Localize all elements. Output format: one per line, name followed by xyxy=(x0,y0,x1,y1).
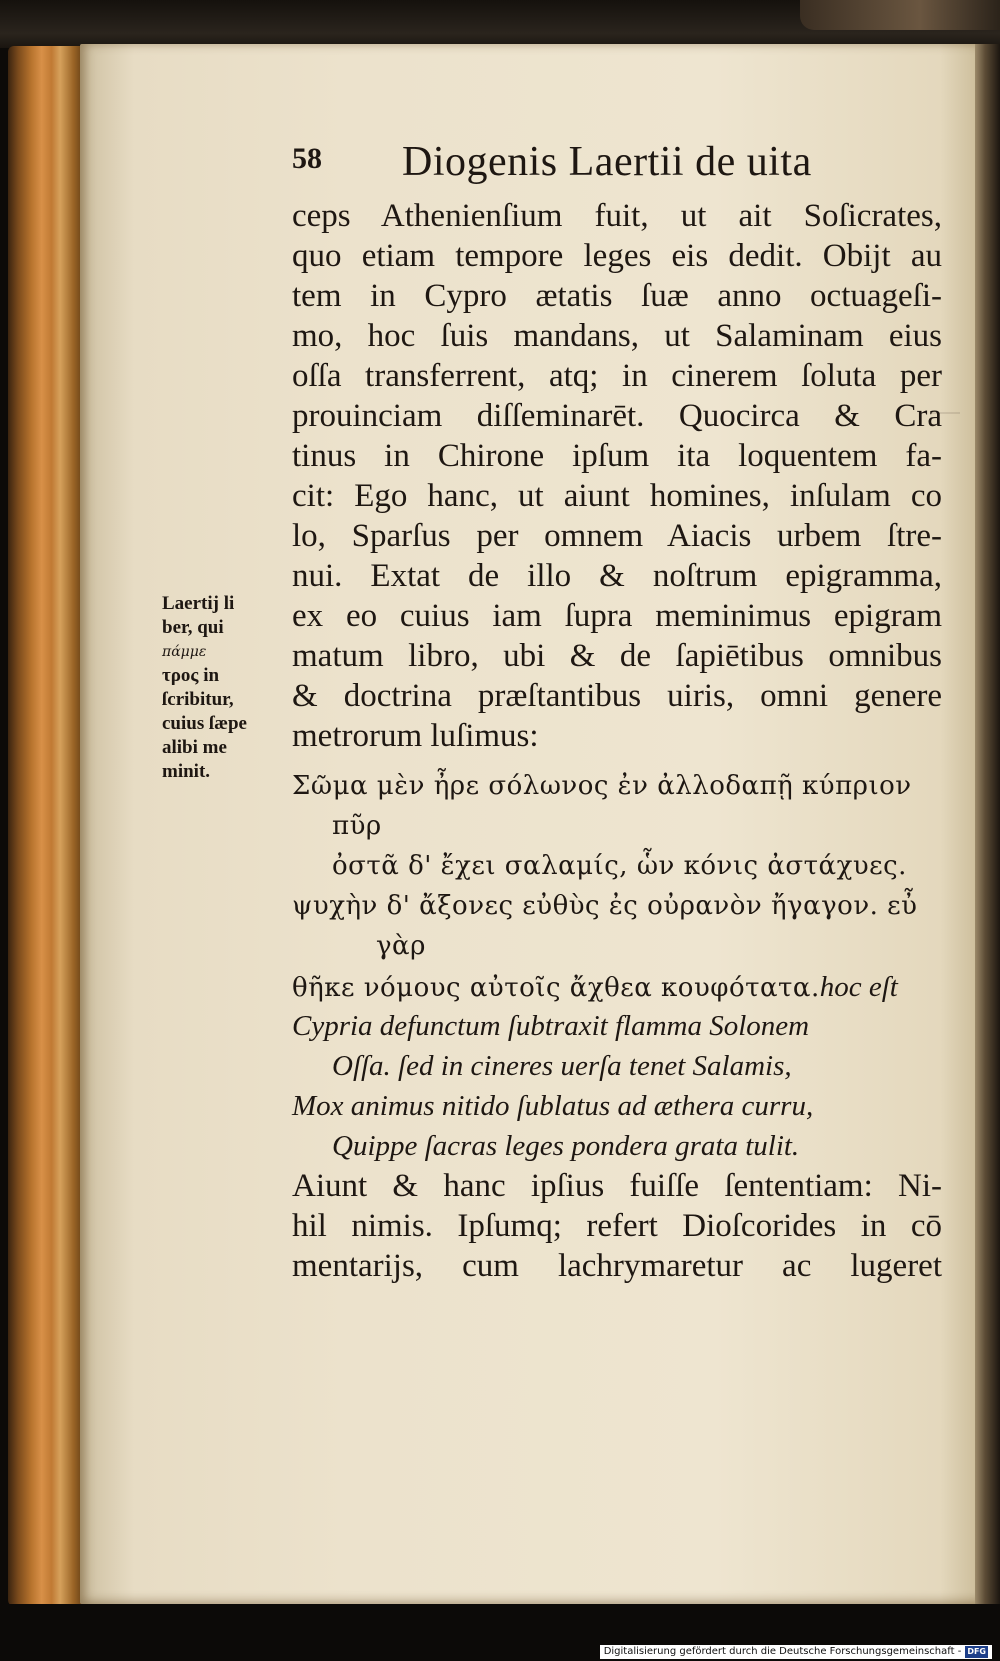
margin-line: τρος in xyxy=(162,665,220,686)
dfg-logo: DFG xyxy=(967,1647,986,1656)
text-line: mo, hoc ſuis mandans, ut Salaminam eius xyxy=(292,318,942,354)
credit-text: Digitalisierung gefördert durch die Deutsche Forschungsgemeinschaft - xyxy=(603,1646,962,1657)
page-header xyxy=(292,138,862,188)
greek-epigram xyxy=(292,766,942,1006)
text-line: lo, Sparſus per omnem Aiacis urbem ſtre- xyxy=(292,518,942,554)
marginal-note xyxy=(162,592,274,784)
margin-line: cuius ſæpe xyxy=(162,713,247,734)
margin-line: ſcribitur, xyxy=(162,689,234,710)
margin-line: ber, qui xyxy=(162,617,224,638)
text-line: prouinciam diſſeminarēt. Quocirca & Cra xyxy=(292,398,942,434)
text-line: tinus in Chirone ipſum ita loquentem fa- xyxy=(292,438,942,474)
text-line: matum libro, ubi & de ſapiētibus omnibus xyxy=(292,638,942,674)
verse-line: Oſſa. ſed in cineres uerſa tenet Salamis, xyxy=(332,1050,792,1082)
verse-line: Mox animus nitido ſublatus ad æthera curru, xyxy=(292,1090,814,1122)
text-line: ex eo cuius iam ſupra meminimus epigram xyxy=(292,598,942,634)
greek-line-with-tail xyxy=(292,966,942,1006)
text-line: tem in Cypro ætatis ſuæ anno octuageſi- xyxy=(292,278,942,314)
digitization-credit xyxy=(600,1645,992,1659)
main-text-block xyxy=(292,196,942,1286)
text-line: Aiunt & hanc ipſius fuiſſe ſententiam: Ni- xyxy=(292,1168,942,1204)
page-number: 58 xyxy=(292,142,322,175)
page-gutter-edge xyxy=(975,44,1000,1604)
greek-line: Σῶμα μὲν ἦρε σόλωνος ἐν ἀλλοδαπῇ κύπριον xyxy=(292,771,912,801)
verse-line: Quippe ſacras leges pondera grata tulit. xyxy=(332,1130,800,1162)
bottom-band xyxy=(0,1604,1000,1649)
margin-line: alibi me xyxy=(162,737,227,758)
text-line: nui. Extat de illo & noſtrum epigramma, xyxy=(292,558,942,594)
binding-clasp xyxy=(800,0,1000,30)
greek-line: θῆκε νόμους αὐτοῖς ἄχθεα κουφότατα. xyxy=(292,973,820,1003)
text-line: oſſa transferrent, atq; in cinerem ſoluta per xyxy=(292,358,942,394)
greek-line: ὀστᾶ δ' ἔχει σαλαμίς, ὧν κόνις ἀστάχυες. xyxy=(332,851,907,881)
text-line: hil nimis. Ipſumq; refert Dioſcorides in cō xyxy=(292,1208,942,1244)
latin-verse xyxy=(292,1006,942,1166)
margin-line: minit. xyxy=(162,761,211,782)
text-line: & doctrina præſtantibus uiris, omni genere xyxy=(292,678,942,714)
top-binding xyxy=(0,0,1000,48)
text-line: ceps Athenienſium fuit, ut ait Soſicrates, xyxy=(292,198,942,234)
margin-line: πάμμε xyxy=(162,644,207,660)
text-line: quo etiam tempore leges eis dedit. Obijt au xyxy=(292,238,942,274)
text-line: cit: Ego hanc, ut aiunt homines, inſulam co xyxy=(292,478,942,514)
margin-line: Laertij li xyxy=(162,593,235,614)
greek-line: γὰρ xyxy=(376,931,426,961)
text-line: mentarijs, cum lachrymaretur ac lugeret xyxy=(292,1248,942,1284)
verse-line: Cypria defunctum ſubtraxit flamma Solonem xyxy=(292,1010,810,1042)
greek-line: ψυχὴν δ' ἄξονες εὐθὺς ἐς οὐρανὸν ἤγαγον. εὖ xyxy=(292,891,918,921)
text-line: metrorum luſimus: xyxy=(292,718,539,754)
greek-line: πῦρ xyxy=(332,811,382,841)
hoc-est-label: hoc eſt xyxy=(819,971,898,1003)
running-title: Diogenis Laertii de uita xyxy=(402,139,812,185)
